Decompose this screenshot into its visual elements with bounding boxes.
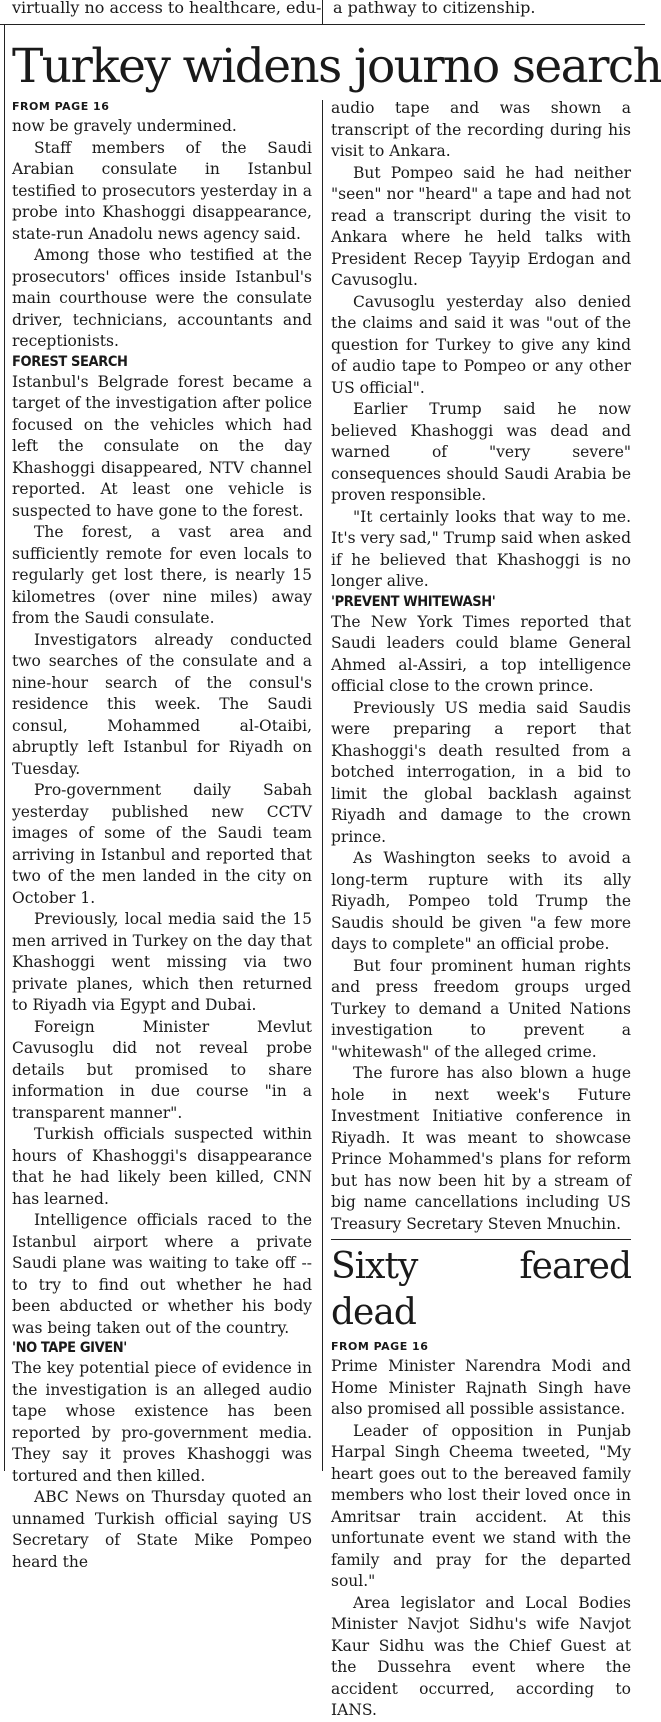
subheading: FOREST SEARCH [12, 353, 128, 370]
paragraph: Previously US media said Saudis were preparing a report that Khashoggi's death resulted from a botched interrogation, in a bid to limit the global backlash against Riyadh and damage to the crown prince. [331, 698, 631, 846]
article-column-2 [331, 98, 631, 1722]
paragraph: Foreign Minister Mevlut Cavusoglu did not reveal probe details but promised to share information in due course "in a transparent manner". [12, 1017, 312, 1122]
subheading: 'NO TAPE GIVEN' [12, 1340, 127, 1356]
previous-article-text-right: a pathway to citizenship. [333, 0, 536, 17]
paragraph: Among those who testified at the prosecutors' offices inside Istanbul's main courthouse were the consulate driver, technicians, accountants and receptionists. [12, 246, 312, 350]
paragraph: Earlier Trump said he now believed Khashoggi was dead and warned of "very severe" consequences should Saudi Arabia be proven responsible. [331, 400, 631, 504]
paragraph: Staff members of the Saudi Arabian consulate in Istanbul testified to prosecutors yesterday in a probe into Khashoggi disappearance, state-run Anadolu news agency said. [12, 138, 312, 243]
paragraph: Area legislator and Local Bodies Minister Navjot Sidhu's wife Navjot Kaur Sidhu was the Chief Guest at the Dussehra event where the accident occurred, according to IANS. [331, 1593, 631, 1719]
column-divider [322, 100, 323, 1471]
paragraph: Pro-government daily Sabah yesterday published new CCTV images of some of the Saudi team arriving in Istanbul and reported that two of the men landed in the city on October 1. [12, 781, 312, 907]
previous-article-text-left: virtually no access to healthcare, edu- [12, 0, 322, 17]
article-separator [331, 1239, 631, 1240]
paragraph: Cavusoglu yesterday also denied the claims and said it was "out of the question for Turkey to give any kind of audio tape to Pompeo or any other US official". [331, 292, 631, 397]
second-headline: Sixty feared dead [331, 1246, 631, 1333]
subheading: 'PREVENT WHITEWASH' [331, 593, 496, 610]
left-border-rule [4, 24, 5, 1471]
paragraph: The forest, a vast area and sufficiently remote for even locals to regularly get lost there, is nearly 15 kilometres (over nine miles) away from the Saudi consulate. [12, 523, 312, 627]
paragraph: Previously, local media said the 15 men arrived in Turkey on the day that Khashoggi went missing via two private planes, which then returned to Riyadh via Egypt and Dubai. [12, 910, 312, 1014]
headline: Turkey widens journo search [12, 39, 661, 94]
paragraph: Prime Minister Narendra Modi and Home Minister Rajnath Singh have also promised all possible assistance. [331, 1357, 631, 1418]
paragraph: As Washington seeks to avoid a long-term rupture with its ally Riyadh, Pompeo told Trump the Saudis should be given "a few more days to complete" an official probe. [331, 849, 631, 953]
paragraph: The New York Times reported that Saudi leaders could blame General Ahmed al-Assiri, a top intelligence official close to the crown prince. [331, 612, 631, 695]
paragraph: audio tape and was shown a transcript of the recording during his visit to Ankara. [331, 99, 631, 160]
paragraph: But four prominent human rights and press freedom groups urged Turkey to demand a United Nations investigation to prevent a "whitewash" of the alleged crime. [331, 956, 631, 1061]
paragraph: Intelligence officials raced to the Istanbul airport where a private Saudi plane was waiting to take off -- to try to find out whether he had been abducted or whether his body was being taken out of the country. [12, 1211, 312, 1337]
paragraph: But Pompeo said he had neither "seen" nor "heard" a tape and had not read a transcript during the visit to Ankara where he held talks with President Recep Tayyip Erdogan and Cavusoglu. [331, 163, 631, 289]
paragraph: Turkish officials suspected within hours of Khashoggi's disappearance that he had likely been killed, CNN has learned. [12, 1125, 312, 1208]
paragraph: Investigators already conducted two searches of the consulate and a nine-hour search of the consul's residence this week. The Saudi consul, Mohammed al-Otaibi, abruptly left Istanbul for Riyadh on Tuesday. [12, 630, 312, 778]
paragraph: ABC News on Thursday quoted an unnamed Turkish official saying US Secretary of State Mike Pompeo heard the [12, 1488, 312, 1571]
paragraph: Leader of opposition in Punjab Harpal Singh Cheema tweeted, "My heart goes out to the bereaved family members who lost their loved once in Amritsar train accident. At this unfortunate event we stand with the family and pray for the departed soul." [331, 1421, 631, 1590]
from-page-label-2: FROM PAGE 16 [331, 1340, 429, 1353]
top-column-divider [322, 0, 323, 24]
from-page-label: FROM PAGE 16 [12, 100, 110, 113]
paragraph: Istanbul's Belgrade forest became a target of the investigation after police focused on the vehicles which had left the consulate on the day Khashoggi disappeared, NTV channel reported. At least one vehicle is suspected to have gone to the forest. [12, 372, 312, 520]
paragraph: now be gravely undermined. [12, 117, 237, 135]
paragraph: "It certainly looks that way to me. It's very sad," Trump said when asked if he believed that Khashoggi is no longer alive. [331, 507, 631, 590]
paragraph: The furore has also blown a huge hole in next week's Future Investment Initiative conference in Riyadh. It was meant to showcase Prince Mohammed's plans for reform but has now been hit by a stream of big name cancellations including US Treasury Secretary Steven Mnuchin. [331, 1064, 631, 1233]
paragraph: The key potential piece of evidence in the investigation is an alleged audio tape whose existence has been reported by pro-government media. They say it proves Khashoggi was tortured and then killed. [12, 1359, 312, 1485]
article-column-1 [12, 98, 312, 1573]
